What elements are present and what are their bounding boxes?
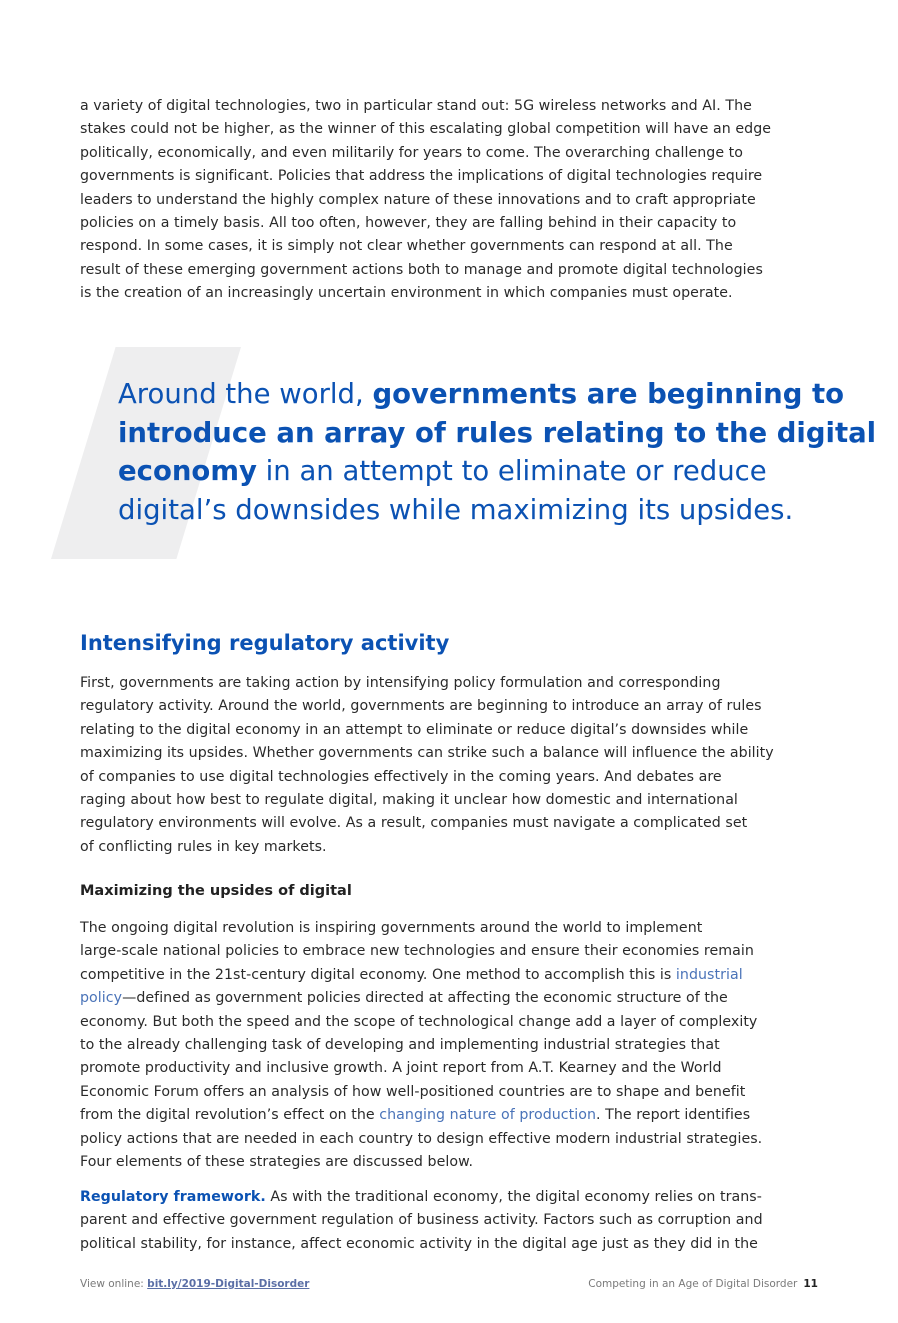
section-line: relating to the digital economy in an attempt to eliminate or reduce digital’s downsides while xyxy=(80,721,749,738)
body-text: . The report identifies xyxy=(596,1107,751,1124)
page-number: 11 xyxy=(803,1278,818,1290)
body-text: As with the traditional economy, the digital economy relies on trans- xyxy=(265,1189,762,1205)
section-line: regulatory environments will evolve. As a result, companies must navigate a complicated set xyxy=(80,815,748,832)
pull-quote-regular: digital’s downsides while maximizing its upsides. xyxy=(118,493,794,526)
section-line: of conflicting rules in key markets. xyxy=(80,838,327,855)
body-text: from the digital revolution’s effect on the xyxy=(80,1107,380,1124)
regulatory-framework-lead: Regulatory framework. xyxy=(80,1189,266,1205)
footer-view-online xyxy=(80,1278,309,1290)
report-url-link[interactable]: bit.ly/2019-Digital-Disorder xyxy=(147,1278,310,1290)
section-heading: Intensifying regulatory activity xyxy=(80,631,450,655)
view-online-label: View online: xyxy=(80,1278,148,1290)
subsection-line: Four elements of these strategies are discussed below. xyxy=(80,1154,473,1171)
section-line: maximizing its upsides. Whether governments can strike such a balance will influence the ability xyxy=(80,745,774,762)
pull-quote-regular: in an attempt to eliminate or reduce xyxy=(256,455,767,487)
regulatory-line xyxy=(80,1186,820,1209)
subsection-line xyxy=(80,987,820,1010)
section-line: of companies to use digital technologies effectively in the coming years. And debates are xyxy=(80,768,722,785)
subsection-line: large-scale national policies to embrace new technologies and ensure their economies remain xyxy=(80,943,754,960)
pull-quote-bold: governments are beginning to xyxy=(372,378,844,410)
intro-line: result of these emerging government actions both to manage and promote digital technologies xyxy=(80,261,763,278)
industrial-policy-link[interactable]: industrial xyxy=(675,966,743,983)
intro-line: governments is significant. Policies that address the implications of digital technologies require xyxy=(80,168,763,185)
intro-line: stakes could not be higher, as the winner of this escalating global competition will have an edge xyxy=(80,121,772,138)
pull-quote-bold: economy xyxy=(118,455,257,487)
subsection-line xyxy=(80,1104,820,1127)
intro-line: politically, economically, and even militarily for years to come. The overarching challenge to xyxy=(80,144,744,161)
report-title: Competing in an Age of Digital Disorder xyxy=(588,1278,798,1290)
body-text: competitive in the 21st-century digital economy. One method to accomplish this is xyxy=(80,966,676,983)
regulatory-line: parent and effective government regulation of business activity. Factors such as corruption and xyxy=(80,1212,763,1229)
section-paragraph xyxy=(80,672,820,859)
regulatory-paragraph xyxy=(80,1186,820,1256)
subsection-line: Economic Forum offers an analysis of how well-positioned countries are to shape and benefit xyxy=(80,1083,746,1100)
subsection-paragraph xyxy=(80,917,820,1174)
subsection-line: The ongoing digital revolution is inspiring governments around the world to implement xyxy=(80,920,703,936)
subsection-line: policy actions that are needed in each country to design effective modern industrial strategies. xyxy=(80,1130,763,1147)
section-line: regulatory activity. Around the world, governments are beginning to introduce an array of rules xyxy=(80,698,762,715)
intro-line: a variety of digital technologies, two in particular stand out: 5G wireless networks and AI. The xyxy=(80,98,752,114)
subsection-line: promote productivity and inclusive growth. A joint report from A.T. Kearney and the World xyxy=(80,1060,722,1077)
intro-paragraph xyxy=(80,95,820,306)
subsection-line: economy. But both the speed and the scope of technological change add a layer of complexity xyxy=(80,1013,758,1030)
intro-line: leaders to understand the highly complex nature of these innovations and to craft appropriate xyxy=(80,191,756,208)
footer-report-info xyxy=(588,1278,818,1290)
body-text: —defined as government policies directed at affecting the economic structure of the xyxy=(122,990,728,1007)
subsection-line: to the already challenging task of developing and implementing industrial strategies that xyxy=(80,1037,720,1054)
sub-heading: Maximizing the upsides of digital xyxy=(80,883,352,899)
changing-nature-of-production-link[interactable]: changing nature of production xyxy=(379,1107,597,1124)
intro-line: policies on a timely basis. All too often, however, they are falling behind in their capacity to xyxy=(80,215,737,232)
section-line: First, governments are taking action by intensifying policy formulation and corresponding xyxy=(80,675,721,691)
section-line: raging about how best to regulate digital, making it unclear how domestic and international xyxy=(80,792,738,809)
industrial-policy-link[interactable]: policy xyxy=(80,990,123,1007)
pull-quote-regular: Around the world, xyxy=(118,378,373,410)
intro-line: is the creation of an increasingly uncertain environment in which companies must operate. xyxy=(80,285,733,302)
intro-line: respond. In some cases, it is simply not clear whether governments can respond at all. The xyxy=(80,238,733,255)
pull-quote-bold: introduce an array of rules relating to the digital xyxy=(118,416,877,449)
regulatory-line: political stability, for instance, affect economic activity in the digital age just as they did in the xyxy=(80,1235,758,1252)
subsection-line xyxy=(80,964,820,987)
pull-quote xyxy=(118,375,877,529)
